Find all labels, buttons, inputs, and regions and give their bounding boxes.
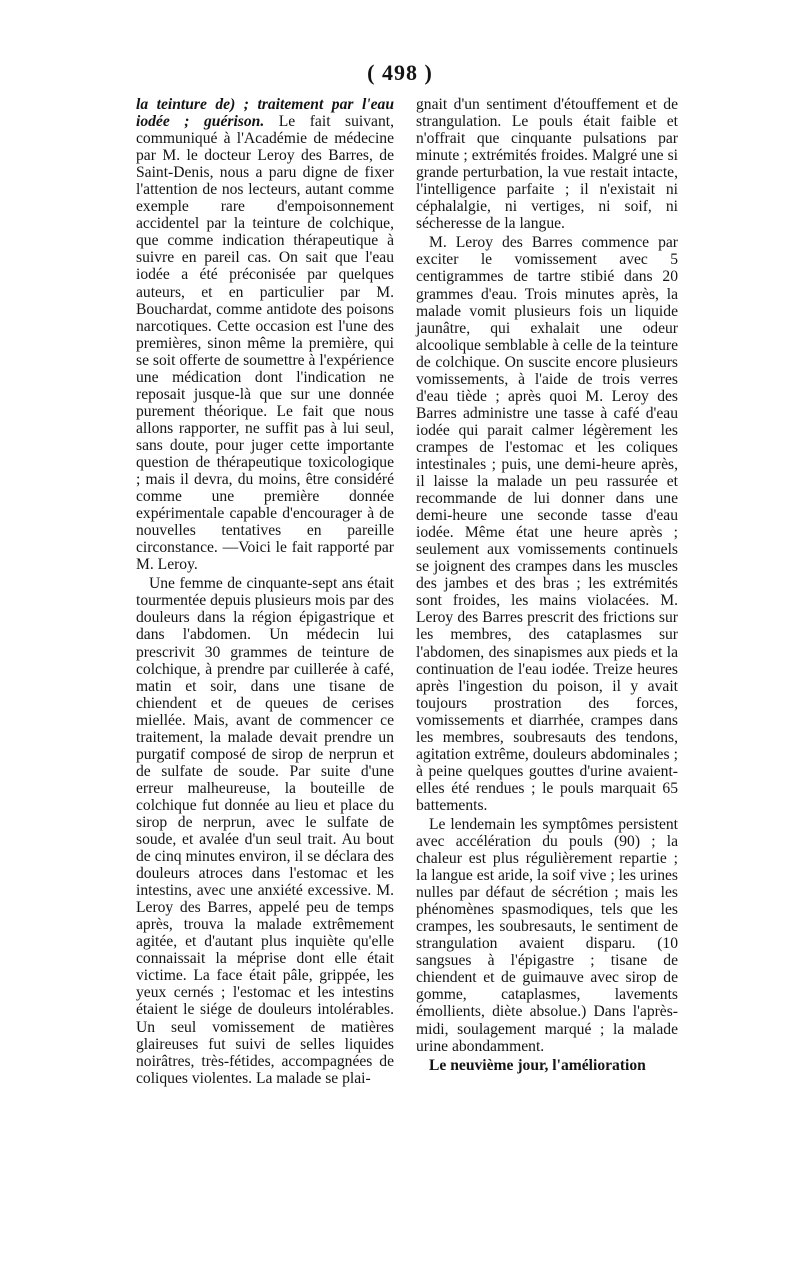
page-number: ( 498 ) [367, 60, 433, 85]
paragraph-treatment: M. Leroy des Barres commence par exciter le vomissement avec 5 centigrammes de tartre stibié dans 20 grammes d'eau. Trois minutes après, la malade vomit plusieurs fois un liquide jaunâtre, qui exhalait une odeur alcoolique semblable à celle de la teinture de colchique. On suscite encore plusieurs vomissements, à l'aide de trois verres d'eau tiède ; après quoi M. Leroy des Barres administre une tasse à café d'eau iodée qui parait calmer légèrement les crampes de l'estomac et les coliques intestinales ; puis, une demi-heure après, il laisse la malade un peu rassurée et recommande de lui donner dans une demi-heure une seconde tasse d'eau iodée. Même état une heure après ; seulement aux vomissements continuels se joignent des crampes dans les muscles des jambes et des bras ; les extrémités sont froides, les mains violacées. M. Leroy des Barres prescrit des frictions sur les membres, des cataplasmes sur l'abdomen, des sinapismes aux pieds et la continuation de l'eau iodée. Treize heures après l'ingestion du poison, il y avait toujours prostration des forces, vomissements et diarrhée, crampes dans les membres, soubresauts des tendons, agitation extrême, douleurs abdominales ; à peine quelques gouttes d'urine avaient-elles été rendues ; le pouls marquait 65 battements. [416, 234, 678, 814]
paragraph-case: Une femme de cinquante-sept ans était tourmentée depuis plusieurs mois par des douleurs dans la région épigastrique et dans l'abdomen. Un médecin lui prescrivit 30 grammes de teinture de colchique, à prendre par cuillerée à café, matin et soir, dans une tisane de chiendent et de queues de cerises miellée. Mais, avant de commencer ce traitement, la malade devait prendre un purgatif composé de sirop de nerprun et de sulfate de soude. Par suite d'une erreur malheureuse, la bouteille de colchique fut donnée au lieu et place du sirop de nerprun, avec le sulfate de soude, et avalée d'un seul trait. Au bout de cinq minutes environ, il se déclara des douleurs atroces dans l'estomac et les intestins, avec une anxiété excessive. M. Leroy des Barres, appelé peu de temps après, trouva la malade extrêmement agitée, et d'autant plus inquiète qu'elle connaissait la méprise dont elle était victime. La face était pâle, grippée, les yeux cernés ; l'estomac et les intestins étaient le siége de douleurs intolérables. Un seul vomissement de matières glaireuses fut suivi de selles liquides noirâtres, très-fétides, accompagnées de coliques violentes. La malade se plai- [136, 575, 394, 1087]
paragraph-ninth-day: Le neuvième jour, l'amélioration [429, 1056, 646, 1074]
paragraph-next-day: Le lendemain les symptômes persistent avec accélération du pouls (90) ; la chaleur est plus régulièrement repartie ; la langue est aride, la soif vive ; les urines nulles par défaut de sécrétion ; mais les phénomènes spasmodiques, tels que les crampes, les soubresauts, le sentiment de strangulation avaient disparu. (10 sangsues à l'épigastre ; tisane de chiendent et de guimauve avec sirop de gomme, cataplasmes, lavements émollients, diète absolue.) Dans l'après-midi, soulagement marqué ; la malade urine abondamment. [416, 815, 678, 1055]
intro-text: Le fait suivant, communiqué à l'Académie de médecine par M. le docteur Leroy des Barres, de Saint-Denis, nous a paru digne de fixer l'attention de nos lecteurs, autant comme exemple rare d'empoisonnement accidentel par la teinture de colchique, que comme indication thérapeutique à suivre en pareil cas. On sait que l'eau iodée a été préconisée par quelques auteurs, et en particulier par M. Bouchardat, comme antidote des poisons narcotiques. Cette occasion est l'une des premières, sinon même la première, qui se soit offerte de soumettre à l'expérience une médication dont l'indication ne reposait jusque-là que sur une donnée purement théorique. Le fait que nous allons rapporter, ne suffit pas à lui seul, sans doute, pour juger cette importante question de thérapeutique toxicologique ; mais il devra, du moins, être considéré comme une première donnée expérimentale capable d'encourager à de nouvelles tentatives en pareille circonstance. —Voici le fait rapporté par M. Leroy. [136, 113, 394, 574]
article-title-italic: la teinture de) ; traitement par l'eau iodée ; guérison. [136, 96, 394, 131]
left-column [136, 96, 394, 1087]
paragraph-symptoms: gnait d'un sentiment d'étouffement et de strangulation. Le pouls était faible et n'offrait que cinquante pulsations par minute ; extrémités froides. Malgré une si grande perturbation, la vue restait intacte, l'intelligence parfaite ; il n'existait ni céphalalgie, ni vertiges, ni soif, ni sécheresse de la langue. [416, 96, 678, 233]
right-column [416, 96, 678, 1074]
paragraph-intro [136, 96, 394, 573]
